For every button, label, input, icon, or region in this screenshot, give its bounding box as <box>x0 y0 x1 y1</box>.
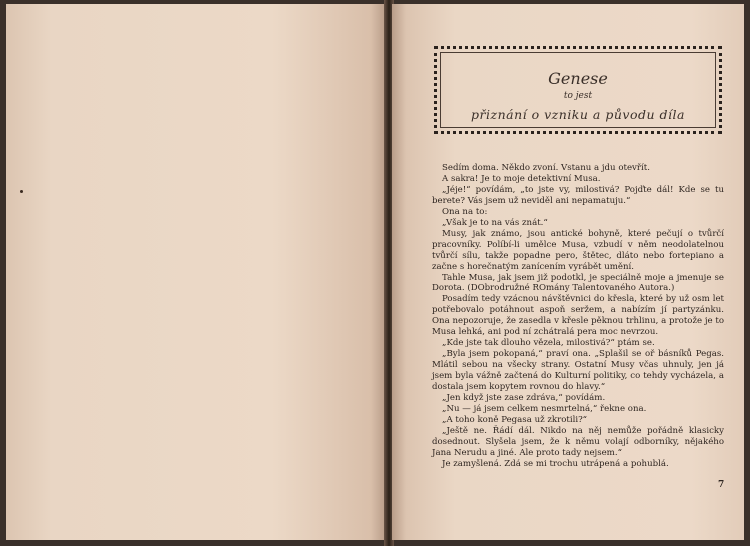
title-frame-inner <box>440 52 716 128</box>
chapter-title: Genese <box>548 69 608 88</box>
paragraph: Tahle Musa, jak jsem již podotkl, je speciálně moje a jmenuje se Dorota. (DObrodružné ROmány Talentovaného Autora.) <box>432 272 724 294</box>
paragraph: „Byla jsem pokopaná,“ praví ona. „Splašil se oř básníků Pegas. Mlátil sebou na všecky strany. Ostatní Musy včas uhnuly, jen já jsem byla vážně začtená do Kulturní politiky, co tehdy vycházela, a dostala jsem kopytem rovnou do hlavy.“ <box>432 349 724 393</box>
chapter-body-text <box>432 163 724 470</box>
paragraph: Sedím doma. Někdo zvoní. Vstanu a jdu otevřít. <box>442 163 650 173</box>
paragraph: Je zamyšlená. Zdá se mi trochu utrápená a pohublá. <box>442 458 669 469</box>
chapter-subtitle: přiznání o vzniku a původu díla <box>471 107 685 122</box>
paragraph: A sakra! Je to moje detektivní Musa. <box>442 173 601 184</box>
paragraph: „Však je to na vás znát.“ <box>442 217 548 228</box>
left-page-blank <box>6 4 386 540</box>
paragraph: Musy, jak známo, jsou antické bohyně, které pečují o tvůrčí pracovníky. Políbí-li umělce Musa, vzbudí v něm neodolatelnou tvůrčí sílu, takže popadne pero, štětec, dláto nebo fortepiano a začne s horečnatým zanícením vyrábět umění. <box>432 228 724 272</box>
paragraph: Posadím tedy vzácnou návštěvnici do křesla, které by už osm let potřebovalo potáhnout aspoň seržem, a nabízím jí partyzánku. Ona nepozoruje, že zasedla v křesle pěknou trhlinu, a protože je to Musa lehká, ani pod ní zchátralá pera moc nevrzou. <box>432 294 724 338</box>
paragraph: „Nu — já jsem celkem nesmrtelná,“ řekne ona. <box>442 403 647 414</box>
paragraph: „Kde jste tak dlouho vězela, milostivá?“ ptám se. <box>442 338 655 349</box>
paragraph: „Jen když jste zase zdráva,“ povídám. <box>442 393 606 404</box>
ink-speck <box>20 190 23 193</box>
page-number: 7 <box>718 480 725 490</box>
paragraph: „A toho koně Pegasa už zkrotili?“ <box>442 414 588 425</box>
chapter-title-frame <box>434 46 722 134</box>
paragraph: „Jéje!“ povídám, „to jste vy, milostivá? Pojďte dál! Kde se tu berete? Vás jsem už neviděl ani nepamatuju.“ <box>432 184 724 206</box>
chapter-subtitle-connector: to jest <box>563 91 593 101</box>
paragraph: Ona na to: <box>442 206 488 217</box>
paragraph: „Ještě ne. Řádí dál. Nikdo na něj nemůže pořádně klasicky dosednout. Slyšela jsem, že k němu volají odborníky, nějakého Jana Nerudu a jiné. Ale proto tady nejsem.“ <box>432 425 724 458</box>
